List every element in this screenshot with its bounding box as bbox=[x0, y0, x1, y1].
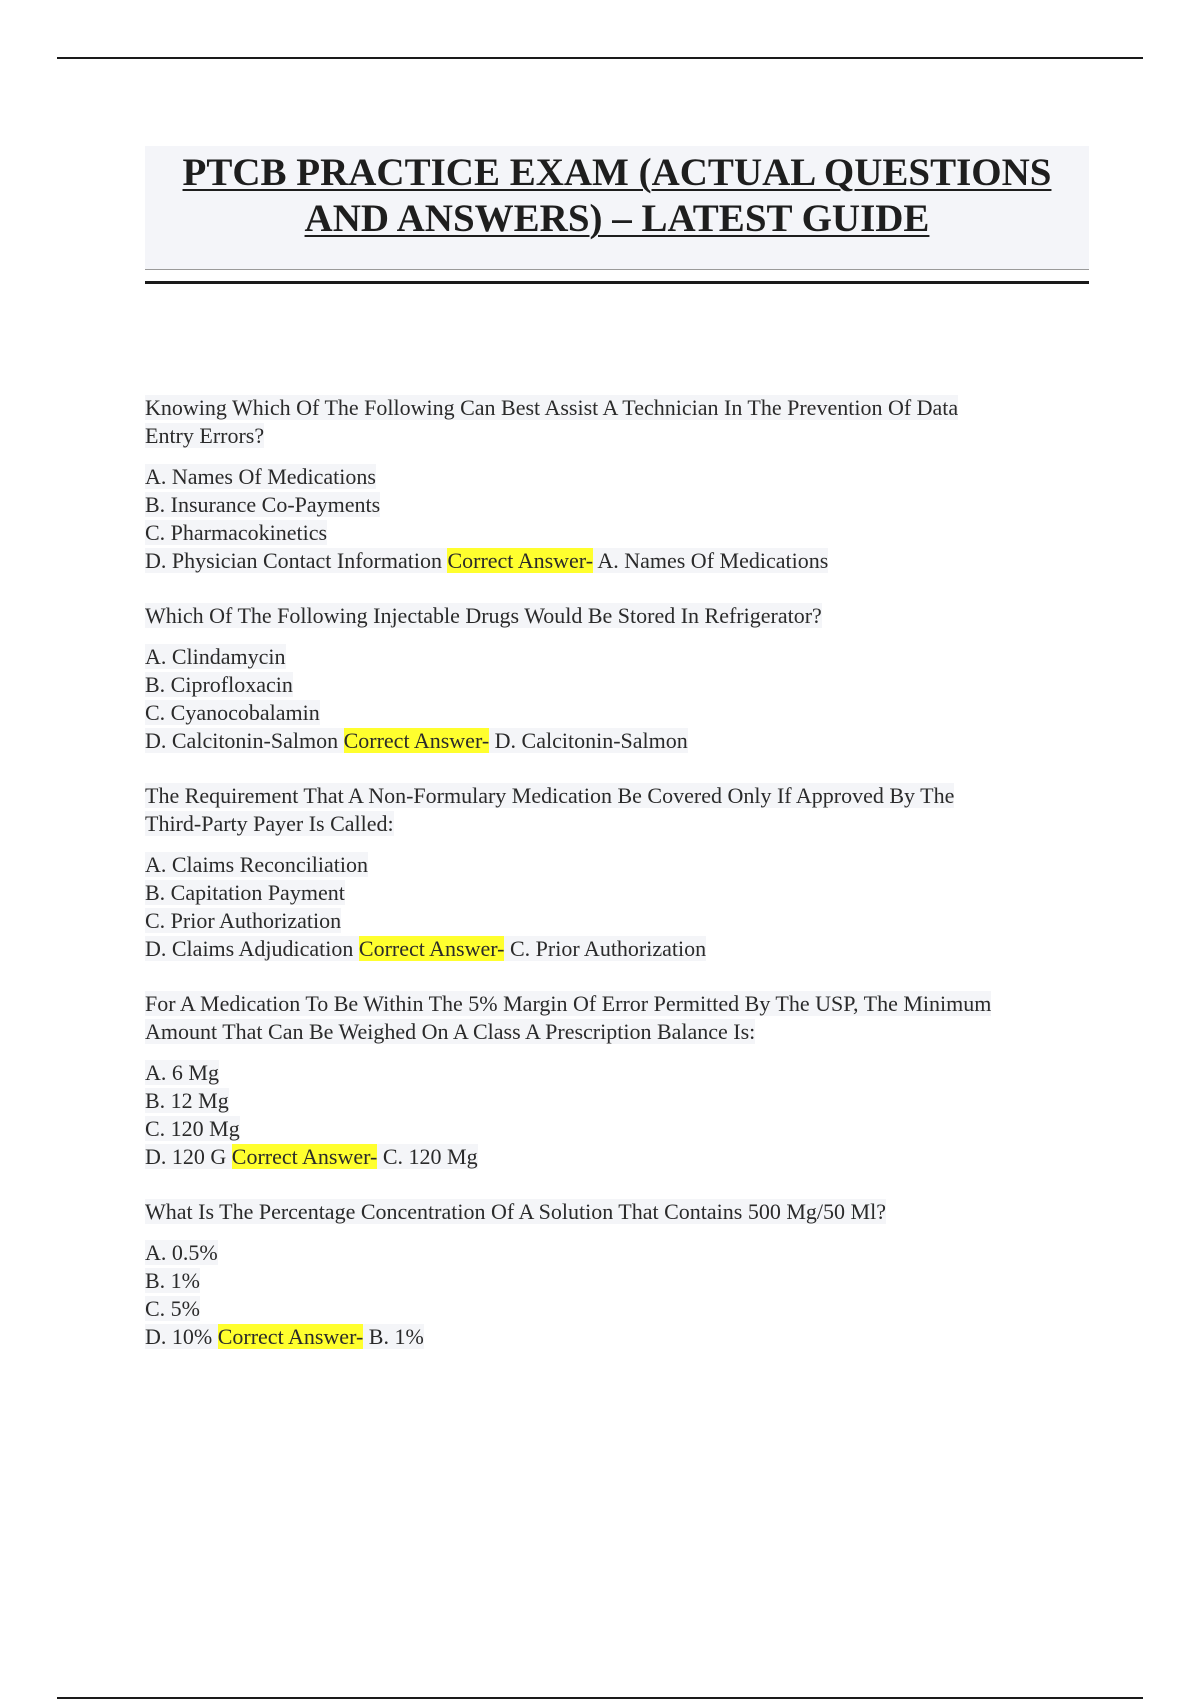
option-c bbox=[145, 519, 1095, 547]
option-text: C. Cyanocobalamin bbox=[145, 700, 320, 725]
option-text: D. Claims Adjudication bbox=[145, 936, 354, 961]
title-divider-thin bbox=[145, 269, 1089, 270]
option-d bbox=[145, 1323, 1095, 1351]
question-text-line: For A Medication To Be Within The 5% Margin Of Error Permitted By The USP, The Minimum bbox=[145, 991, 992, 1016]
correct-answer-label: Correct Answer- bbox=[231, 1144, 378, 1169]
option-d bbox=[145, 547, 1095, 575]
option-text: B. Capitation Payment bbox=[145, 880, 345, 905]
title-line-1: PTCB PRACTICE EXAM (ACTUAL QUESTIONS bbox=[182, 151, 1052, 194]
answer-options bbox=[145, 1239, 1095, 1351]
question-text-line: Which Of The Following Injectable Drugs Would Be Stored In Refrigerator? bbox=[145, 603, 822, 628]
option-text: C. Prior Authorization bbox=[145, 908, 342, 933]
document-title bbox=[145, 146, 1089, 242]
option-text: B. Ciprofloxacin bbox=[145, 672, 293, 697]
option-b bbox=[145, 1267, 1095, 1295]
correct-answer-value: C. Prior Authorization bbox=[509, 936, 707, 961]
question-4 bbox=[145, 990, 1095, 1171]
page-bottom-rule bbox=[57, 1697, 1143, 1699]
page-top-rule bbox=[57, 57, 1143, 59]
option-a bbox=[145, 1059, 1095, 1087]
question-text-line: Entry Errors? bbox=[145, 423, 265, 448]
correct-answer-value: B. 1% bbox=[368, 1324, 424, 1349]
correct-answer-value: C. 120 Mg bbox=[382, 1144, 478, 1169]
option-text: D. Physician Contact Information bbox=[145, 548, 442, 573]
question-text-line: Third-Party Payer Is Called: bbox=[145, 811, 394, 836]
option-text: C. 5% bbox=[145, 1296, 200, 1321]
question-text-line: What Is The Percentage Concentration Of A Solution That Contains 500 Mg/50 Ml? bbox=[145, 1199, 886, 1224]
question-2 bbox=[145, 602, 1095, 755]
option-text: A. Claims Reconciliation bbox=[145, 852, 369, 877]
option-a bbox=[145, 851, 1095, 879]
answer-options bbox=[145, 643, 1095, 755]
correct-answer-value: D. Calcitonin-Salmon bbox=[494, 728, 688, 753]
option-a bbox=[145, 1239, 1095, 1267]
question-text bbox=[145, 602, 1095, 630]
question-text-line: Knowing Which Of The Following Can Best Assist A Technician In The Prevention Of Data bbox=[145, 395, 959, 420]
option-text: A. 0.5% bbox=[145, 1240, 218, 1265]
option-text: D. Calcitonin-Salmon bbox=[145, 728, 339, 753]
option-d bbox=[145, 935, 1095, 963]
title-box bbox=[145, 146, 1089, 270]
option-text: B. Insurance Co-Payments bbox=[145, 492, 381, 517]
question-text bbox=[145, 394, 1095, 450]
title-line-2: AND ANSWERS) – LATEST GUIDE bbox=[304, 197, 930, 240]
correct-answer-label: Correct Answer- bbox=[343, 728, 490, 753]
correct-answer-label: Correct Answer- bbox=[447, 548, 594, 573]
option-text: A. Names Of Medications bbox=[145, 464, 376, 489]
option-text: B. 12 Mg bbox=[145, 1088, 229, 1113]
option-text: D. 120 G bbox=[145, 1144, 227, 1169]
option-text: B. 1% bbox=[145, 1268, 200, 1293]
question-text bbox=[145, 990, 1095, 1046]
question-text bbox=[145, 782, 1095, 838]
correct-answer-label: Correct Answer- bbox=[217, 1324, 364, 1349]
question-text-line: Amount That Can Be Weighed On A Class A Prescription Balance Is: bbox=[145, 1019, 756, 1044]
option-b bbox=[145, 1087, 1095, 1115]
question-text-line: The Requirement That A Non-Formulary Medication Be Covered Only If Approved By The bbox=[145, 783, 955, 808]
answer-options bbox=[145, 851, 1095, 963]
option-d bbox=[145, 727, 1095, 755]
option-text: D. 10% bbox=[145, 1324, 213, 1349]
question-3 bbox=[145, 782, 1095, 963]
option-text: A. 6 Mg bbox=[145, 1060, 219, 1085]
option-d bbox=[145, 1143, 1095, 1171]
answer-options bbox=[145, 1059, 1095, 1171]
option-b bbox=[145, 879, 1095, 907]
option-text: C. 120 Mg bbox=[145, 1116, 240, 1141]
option-b bbox=[145, 491, 1095, 519]
option-b bbox=[145, 671, 1095, 699]
option-a bbox=[145, 463, 1095, 491]
question-5 bbox=[145, 1198, 1095, 1351]
correct-answer-label: Correct Answer- bbox=[358, 936, 505, 961]
answer-options bbox=[145, 463, 1095, 575]
option-c bbox=[145, 1115, 1095, 1143]
questions-list bbox=[145, 394, 1095, 1378]
option-c bbox=[145, 907, 1095, 935]
option-text: A. Clindamycin bbox=[145, 644, 286, 669]
title-divider-thick bbox=[145, 281, 1089, 284]
option-text: C. Pharmacokinetics bbox=[145, 520, 328, 545]
correct-answer-value: A. Names Of Medications bbox=[597, 548, 829, 573]
question-text bbox=[145, 1198, 1095, 1226]
option-c bbox=[145, 699, 1095, 727]
question-1 bbox=[145, 394, 1095, 575]
option-a bbox=[145, 643, 1095, 671]
option-c bbox=[145, 1295, 1095, 1323]
